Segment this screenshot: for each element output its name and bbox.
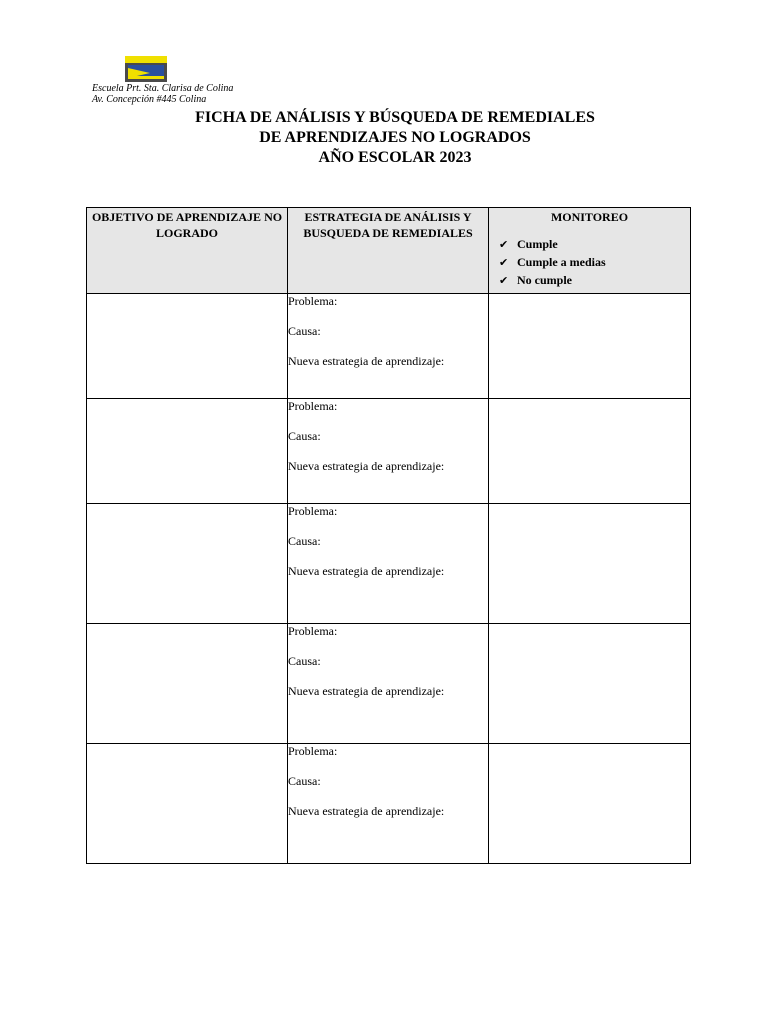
column-header-objective: OBJETIVO DE APRENDIZAJE NO LOGRADO [87, 208, 288, 294]
table-row [87, 294, 691, 399]
problem-label: Problema: [288, 294, 338, 308]
new-strategy-label: Nueva estrategia de aprendizaje: [288, 804, 445, 818]
new-strategy-label: Nueva estrategia de aprendizaje: [288, 354, 445, 368]
monitoring-cell[interactable] [489, 744, 691, 864]
problem-label: Problema: [288, 399, 338, 413]
new-strategy-label: Nueva estrategia de aprendizaje: [288, 684, 445, 698]
new-strategy-label: Nueva estrategia de aprendizaje: [288, 564, 445, 578]
problem-label: Problema: [288, 624, 338, 638]
monitoring-cell[interactable] [489, 504, 691, 624]
strategy-cell[interactable] [288, 294, 489, 399]
check-icon: ✔ [499, 275, 509, 287]
objective-cell[interactable] [87, 624, 288, 744]
objective-cell[interactable] [87, 744, 288, 864]
strategy-cell[interactable] [288, 744, 489, 864]
new-strategy-label: Nueva estrategia de aprendizaje: [288, 459, 445, 473]
school-name: Escuela Prt. Sta. Clarisa de Colina [92, 83, 234, 94]
title-line-3: AÑO ESCOLAR 2023 [318, 149, 472, 166]
column-header-strategy: ESTRATEGIA DE ANÁLISIS Y BUSQUEDA DE REMEDIALES [288, 208, 489, 294]
table-header-row [87, 208, 691, 294]
objective-cell[interactable] [87, 294, 288, 399]
table-row [87, 504, 691, 624]
problem-label: Problema: [288, 504, 338, 518]
title-line-1: FICHA DE ANÁLISIS Y BÚSQUEDA DE REMEDIALES [195, 109, 595, 126]
monitoring-cell[interactable] [489, 399, 691, 504]
monitoring-option-no-cumple [499, 272, 690, 290]
table-row [87, 744, 691, 864]
monitoring-option-cumple-a-medias [499, 254, 690, 272]
school-address: Av. Concepción #445 Colina [92, 94, 207, 105]
monitoring-title: MONITOREO [550, 210, 629, 224]
cause-label: Causa: [288, 324, 321, 338]
cause-label: Causa: [288, 534, 321, 548]
problem-label: Problema: [288, 744, 338, 758]
check-icon: ✔ [499, 239, 509, 251]
table-row [87, 399, 691, 504]
objective-cell[interactable] [87, 504, 288, 624]
column-header-monitoring [489, 208, 691, 294]
table-row [87, 624, 691, 744]
objective-cell[interactable] [87, 399, 288, 504]
title-line-2: DE APRENDIZAJES NO LOGRADOS [259, 129, 531, 146]
monitoring-options [489, 236, 690, 290]
cause-label: Causa: [288, 774, 321, 788]
cause-label: Causa: [288, 654, 321, 668]
strategy-cell[interactable] [288, 399, 489, 504]
document-title [0, 108, 768, 168]
monitoring-option-cumple [499, 236, 690, 254]
cause-label: Causa: [288, 429, 321, 443]
monitoring-option-label: Cumple a medias [517, 255, 606, 269]
monitoring-cell[interactable] [489, 294, 691, 399]
check-icon: ✔ [499, 257, 509, 269]
remedial-analysis-table [86, 207, 691, 864]
strategy-cell[interactable] [288, 624, 489, 744]
school-logo [125, 56, 167, 82]
strategy-cell[interactable] [288, 504, 489, 624]
monitoring-option-label: Cumple [517, 237, 558, 251]
monitoring-option-label: No cumple [517, 273, 572, 287]
monitoring-cell[interactable] [489, 624, 691, 744]
